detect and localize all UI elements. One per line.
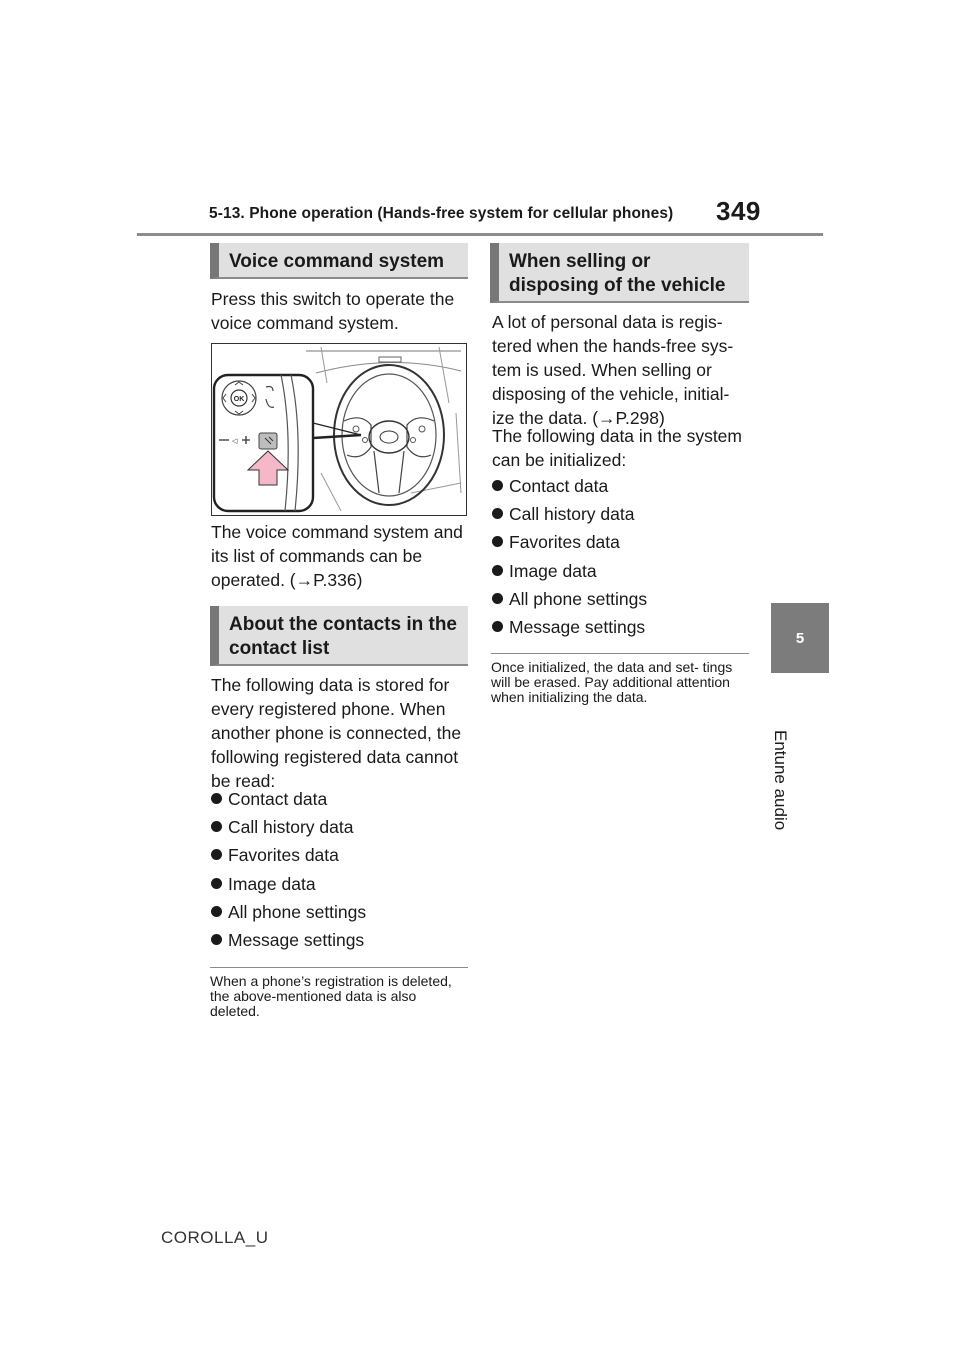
ok-button-label: OK [233,396,245,403]
list-item: Contact data [491,474,647,502]
voice-intro-text: Press this switch to operate the voice command system. [211,289,455,333]
svg-text:◁: ◁ [232,438,238,445]
list-item: Image data [491,559,647,587]
list-item: Call history data [210,815,366,843]
chapter-label: Entune audio [771,730,790,831]
model-code: COROLLA_U [161,1228,269,1247]
list-item: Image data [210,872,366,900]
page-number: 349 [716,196,761,226]
steering-wheel-figure [211,343,467,516]
header-rule [137,233,823,236]
note-divider [210,967,468,968]
selling-intro2-text: The following data in the system can be initialized: [492,426,742,470]
list-item: Message settings [491,615,647,643]
list-item: Message settings [210,928,366,956]
selling-note-text: Once initialized, the data and set- tings will be erased. Pay additional attention when initializing the data. [491,659,733,705]
note-divider [491,653,749,654]
contacts-data-list [210,787,366,956]
chapter-number: 5 [795,629,805,647]
list-item: All phone settings [210,900,366,928]
contacts-note-text: When a phone’s registration is deleted, the above-mentioned data is also deleted. [210,973,452,1019]
list-item: Contact data [210,787,366,815]
chapter-tab [771,603,829,673]
list-item: Favorites data [210,843,366,871]
voice-after-text: The voice command system and its list of commands can be operated. (→P.336) [211,522,463,590]
selling-intro-text: A lot of personal data is regis- tered when the hands-free sys- tem is used. When selling or disposing of the vehicle, initial- ize the data. (→P.298) [492,312,734,428]
section-title: 5-13. Phone operation (Hands-free system for cellular phones) [209,205,674,222]
contacts-intro-text: The following data is stored for every registered phone. When another phone is connected, the following registered data cannot be read: [211,675,462,791]
selling-heading: When selling or disposing of the vehicle [490,243,749,303]
list-item: All phone settings [491,587,647,615]
voice-command-heading: Voice command system [210,243,468,279]
selling-data-list [491,474,647,643]
list-item: Favorites data [491,530,647,558]
list-item: Call history data [491,502,647,530]
contacts-heading: About the contacts in the contact list [210,606,468,666]
